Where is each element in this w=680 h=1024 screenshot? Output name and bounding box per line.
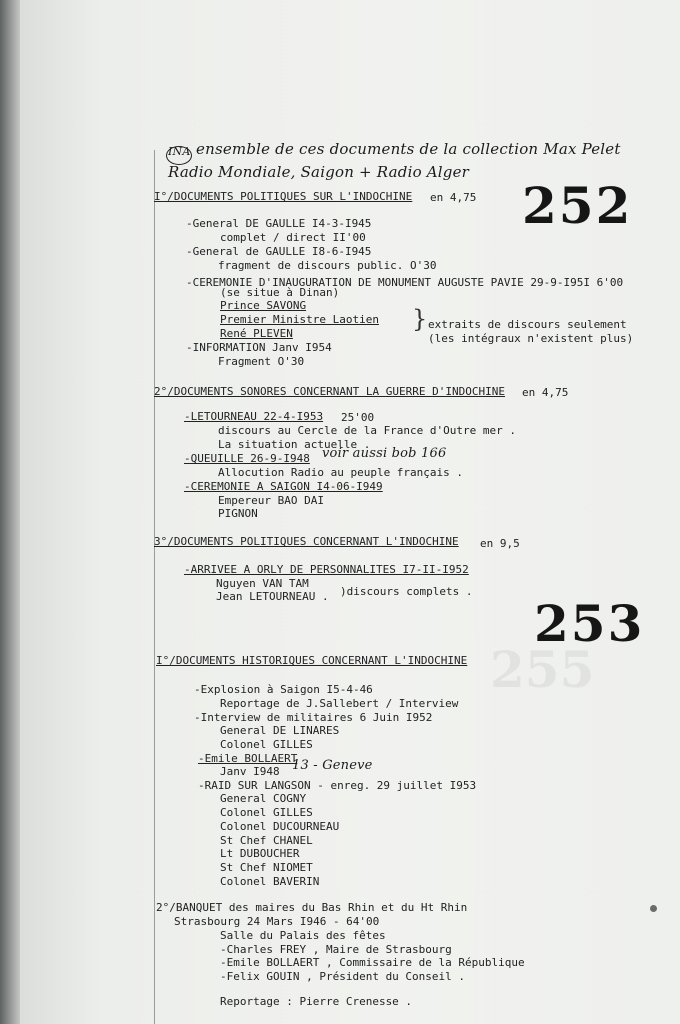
- s4-line: Lt DUBOUCHER: [220, 847, 300, 860]
- box-number-252: 252: [522, 176, 633, 235]
- s4-line: Colonel DUCOURNEAU: [220, 820, 340, 833]
- s1-extract-note: (les intégraux n'existent plus): [428, 332, 634, 345]
- s1-line: Premier Ministre Laotien: [220, 313, 379, 326]
- circled-label: INA: [168, 145, 191, 158]
- brace: }: [412, 305, 428, 333]
- s4-line: Colonel GILLES: [220, 738, 313, 751]
- binder-edge: [0, 0, 22, 1024]
- s4-line: Reportage de J.Sallebert / Interview: [220, 697, 459, 710]
- s4-line: -RAID SUR LANGSON - enreg. 29 juillet I953: [198, 779, 477, 792]
- s5-line: Salle du Palais des fêtes: [220, 929, 386, 942]
- section-3-amount: en 9,5: [480, 537, 520, 550]
- s2-line: -QUEUILLE 26-9-I948: [184, 452, 310, 465]
- handwritten-annotation: 13 - Geneve: [292, 758, 373, 773]
- s1-line: René PLEVEN: [220, 327, 293, 340]
- handwritten-annotation: voir aussi bob 166: [322, 446, 447, 461]
- s1-line: -General de GAULLE I8-6-I945: [186, 245, 372, 258]
- s4-line: St Chef CHANEL: [220, 834, 313, 847]
- s3-line: Nguyen VAN TAM: [216, 577, 309, 590]
- s2-line: 25'00: [341, 411, 375, 424]
- s2-line: Empereur BAO DAI: [218, 494, 324, 507]
- section-1-title: I°/DOCUMENTS POLITIQUES SUR L'INDOCHINE: [154, 190, 413, 203]
- s1-line: (se situe à Dinan): [220, 286, 340, 299]
- document-page: [20, 0, 680, 1024]
- s4-line: General DE LINARES: [220, 724, 340, 737]
- s1-line: complet / direct II'00: [220, 231, 366, 244]
- s1-line: -INFORMATION Janv I954: [186, 341, 332, 354]
- speck: [650, 905, 657, 912]
- s1-line: -CEREMONIE D'INAUGURATION DE MONUMENT AUGUSTE PAVIE 29-9-I95I 6'00: [186, 276, 624, 289]
- s2-line: Allocution Radio au peuple français .: [218, 466, 464, 479]
- s2-line: La situation actuelle .: [218, 438, 371, 451]
- s4-line: Colonel GILLES: [220, 806, 313, 819]
- s5-line: -Emile BOLLAERT , Commissaire de la République: [220, 956, 525, 969]
- s5-line: Strasbourg 24 Mars I946 - 64'00: [174, 915, 380, 928]
- s2-line: PIGNON: [218, 507, 258, 520]
- s5-line: Reportage : Pierre Crenesse .: [220, 995, 413, 1008]
- s3-line: -ARRIVEE A ORLY DE PERSONNALITES I7-II-I952: [184, 563, 469, 576]
- s5-line: -Charles FREY , Maire de Strasbourg: [220, 943, 452, 956]
- box-number-253: 253: [534, 594, 645, 653]
- s4-line: Janv I948: [220, 765, 280, 778]
- s1-line: -General DE GAULLE I4-3-I945: [186, 217, 372, 230]
- s1-line: fragment de discours public. O'30: [218, 259, 437, 272]
- s2-line: -LETOURNEAU 22-4-I953: [184, 410, 324, 423]
- handwritten-note-line2: Radio Mondiale, Saigon + Radio Alger: [168, 163, 470, 181]
- s5-line: -Felix GOUIN , Président du Conseil .: [220, 970, 466, 983]
- s4-line: -Emile BOLLAERT: [198, 752, 298, 765]
- margin-rule: [154, 150, 155, 1024]
- s1-line: Prince SAVONG: [220, 299, 307, 312]
- section-3-title: 3°/DOCUMENTS POLITIQUES CONCERNANT L'INDOCHINE: [154, 535, 459, 548]
- section-4-title: I°/DOCUMENTS HISTORIQUES CONCERNANT L'INDOCHINE: [156, 654, 468, 667]
- s4-line: Colonel BAVERIN: [220, 875, 320, 888]
- bleed-through-number: 255: [490, 640, 595, 699]
- s4-line: General COGNY: [220, 792, 307, 805]
- s2-line: discours au Cercle de la France d'Outre mer .: [218, 424, 517, 437]
- s1-extract-note: extraits de discours seulement: [428, 318, 627, 331]
- section-1-amount: en 4,75: [430, 191, 477, 204]
- s2-line: -CEREMONIE A SAIGON I4-06-I949: [184, 480, 383, 493]
- s1-line: Fragment O'30: [218, 355, 305, 368]
- s4-line: -Interview de militaires 6 Juin I952: [194, 711, 433, 724]
- s5-line: 2°/BANQUET des maires du Bas Rhin et du Ht Rhin: [156, 901, 468, 914]
- section-2-title: 2°/DOCUMENTS SONORES CONCERNANT LA GUERRE D'INDOCHINE: [154, 385, 505, 398]
- handwritten-note-line1: ensemble de ces documents de la collection Max Pelet: [196, 140, 621, 158]
- s4-line: -Explosion à Saigon I5-4-46: [194, 683, 373, 696]
- s4-line: St Chef NIOMET: [220, 861, 313, 874]
- s3-line: )discours complets .: [340, 585, 473, 598]
- section-2-amount: en 4,75: [522, 386, 569, 399]
- s3-line: Jean LETOURNEAU .: [216, 590, 329, 603]
